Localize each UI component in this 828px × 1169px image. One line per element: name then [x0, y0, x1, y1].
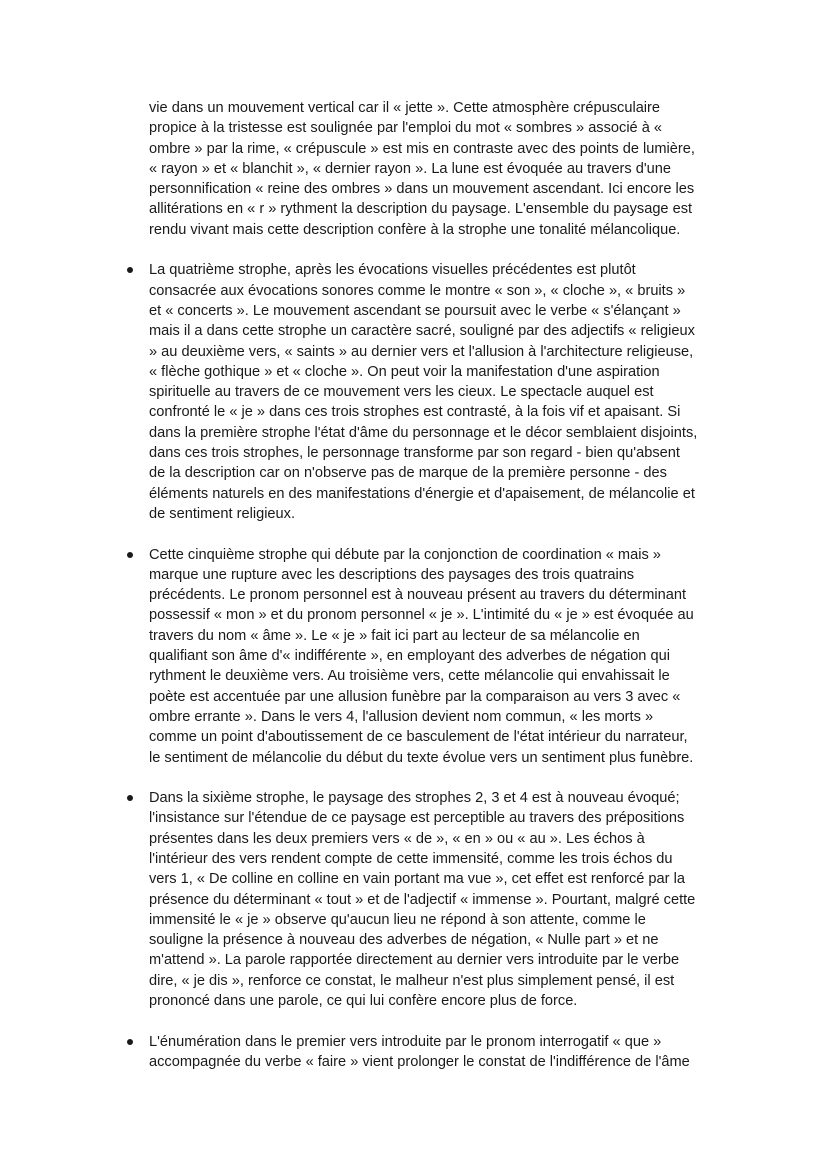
text-line: rendu vivant mais cette description confère à la strophe une tonalité mélancolique.	[149, 221, 681, 238]
text-line: m'attend ». La parole rapportée directement au dernier vers introduite par le verbe	[149, 952, 680, 969]
text-line: La quatrième strophe, après les évocations visuelles précédentes est plutôt	[149, 262, 636, 279]
text-line: dans ces trois strophes, le personnage transforme par son regard - bien qu'absent	[149, 445, 680, 462]
text-line: L'énumération dans le premier vers introduite par le pronom interrogatif « que »	[149, 1033, 662, 1050]
text-line: l'intérieur des vers rendent compte de cette immensité, comme les trois échos du	[149, 850, 673, 867]
bullet-icon	[127, 267, 133, 273]
text-line: dire, « je dis », renforce ce constat, le malheur n'est plus simplement pensé, il est	[149, 972, 675, 989]
text-line: confronté le « je » dans ces trois strophes est contrasté, à la fois vif et apaisant. Si	[149, 404, 681, 421]
text-line: allitérations en « r » rythment la description du paysage. L'ensemble du paysage est	[149, 201, 693, 218]
text-line: prononcé dans une parole, ce qui lui confère encore plus de force.	[149, 993, 578, 1010]
text-line: dans la première strophe l'état d'âme du personnage et le décor semblaient disjoints,	[149, 424, 698, 441]
paragraph-enumeration	[0, 1032, 828, 1073]
text-line: l'insistance sur l'étendue de ce paysage est perceptible au travers des prépositions	[149, 810, 685, 827]
text-line: » au deuxième vers, « saints » au dernier vers et l'allusion à l'architecture religieuse,	[149, 343, 694, 360]
text-line: mais il a dans cette strophe un caractère sacré, souligné par des adjectifs « religieux	[149, 323, 695, 340]
paragraph-fourth-stanza	[0, 260, 828, 524]
text-line: Dans la sixième strophe, le paysage des strophes 2, 3 et 4 est à nouveau évoqué;	[149, 790, 680, 807]
text-line: accompagnée du verbe « faire » vient prolonger le constat de l'indifférence de l'âme	[149, 1053, 690, 1070]
text-line: vie dans un mouvement vertical car il « jette ». Cette atmosphère crépusculaire	[149, 100, 661, 116]
text-line: poète est accentuée par une allusion funèbre par la comparaison au vers 3 avec «	[149, 688, 681, 705]
paragraph-sixth-stanza	[0, 788, 828, 1011]
text-line: travers du nom « âme ». Le « je » fait ici part au lecteur de sa mélancolie en	[149, 627, 640, 644]
paragraph-fifth-stanza	[0, 545, 828, 768]
text-line: présentes dans les deux premiers vers « de », « en » ou « au ». Les échos à	[149, 830, 645, 847]
text-line: de sentiment religieux.	[149, 505, 296, 522]
text-line: ombre » par la rime, « crépuscule » est mis en contraste avec des points de lumière,	[149, 140, 695, 157]
text-line: possessif « mon » et du pronom personnel « je ». L'intimité du « je » est évoquée au	[149, 607, 694, 624]
document-page	[0, 98, 828, 1093]
text-line: qualifiant son âme d'« indifférente », en employant des adverbes de négation qui	[149, 648, 670, 665]
bullet-icon	[127, 1039, 133, 1045]
text-line: Cette cinquième strophe qui débute par la conjonction de coordination « mais »	[149, 546, 661, 563]
text-line: et « concerts ». Le mouvement ascendant se poursuit avec le verbe « s'élançant »	[149, 302, 681, 319]
text-line: personnification « reine des ombres » dans un mouvement ascendant. Ici encore les	[149, 181, 695, 198]
text-line: immensité le « je » observe qu'aucun lieu ne répond à son attente, comme le	[149, 911, 646, 928]
text-line: consacrée aux évocations sonores comme le montre « son », « cloche », « bruits »	[149, 282, 686, 299]
text-line: propice à la tristesse est soulignée par l'emploi du mot « sombres » associé à «	[149, 120, 663, 137]
text-line: rythment le deuxième vers. Au troisième vers, cette mélancolie qui envahissait le	[149, 668, 670, 685]
text-line: éléments naturels en des manifestations d'énergie et d'apaisement, de mélancolie et	[149, 485, 695, 502]
text-line: spirituelle au travers de ce mouvement vers les cieux. Le spectacle auquel est	[149, 384, 654, 401]
text-line: marque une rupture avec les descriptions des paysages des trois quatrains	[149, 566, 635, 583]
paragraph-continued	[0, 98, 828, 240]
text-line: ombre errante ». Dans le vers 4, l'allusion devient nom commun, « les morts »	[149, 708, 654, 725]
bullet-icon	[127, 552, 133, 558]
text-line: présence du déterminant « tout » et de l'adjectif « immense ». Pourtant, malgré cette	[149, 891, 696, 908]
bullet-icon	[127, 795, 133, 801]
text-line: souligne la présence à nouveau des adverbes de négation, « Nulle part » et ne	[149, 932, 659, 949]
text-line: de la description car on n'observe pas de marque de la première personne - des	[149, 465, 667, 482]
text-line: « flèche gothique » et « cloche ». On peut voir la manifestation d'une aspiration	[149, 363, 660, 380]
text-line: le sentiment de mélancolie du début du texte évolue vers un sentiment plus funèbre.	[149, 749, 694, 766]
text-line: vers 1, « De colline en colline en vain portant ma vue », cet effet est renforcé par la	[149, 871, 685, 888]
text-line: « rayon » et « blanchit », « dernier rayon ». La lune est évoquée au travers d'une	[149, 160, 672, 177]
text-line: comme un point d'aboutissement de ce basculement de l'état intérieur du narrateur,	[149, 729, 688, 746]
text-line: précédents. Le pronom personnel est à nouveau présent au travers du déterminant	[149, 587, 687, 604]
